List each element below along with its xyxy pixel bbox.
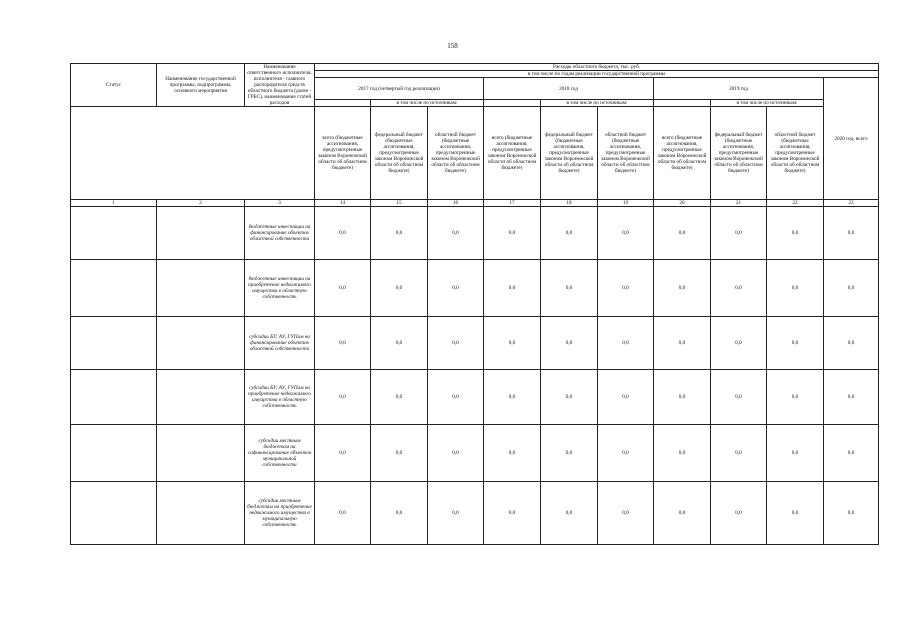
column-number: 18 <box>541 200 598 207</box>
header-including-title: в том числе по годам реализации государственной программы <box>315 71 879 78</box>
status-cell <box>71 207 157 260</box>
table-row <box>71 260 879 317</box>
value-cell: 0,0 <box>654 317 711 370</box>
page-number: 158 <box>447 42 458 50</box>
row-label: субсидии БУ, АУ, ГУПам на финансирование объектов областной собственности <box>245 317 315 370</box>
value-cell: 0,0 <box>824 482 879 545</box>
column-number: 16 <box>428 200 484 207</box>
value-cell: 0,0 <box>824 425 879 482</box>
value-cell: 0,0 <box>428 370 484 425</box>
value-cell: 0,0 <box>711 260 767 317</box>
column-number: 17 <box>484 200 541 207</box>
value-cell: 0,0 <box>824 370 879 425</box>
status-cell <box>71 425 157 482</box>
value-cell: 0,0 <box>484 370 541 425</box>
value-cell: 0,0 <box>654 260 711 317</box>
data-rows <box>71 207 879 545</box>
column-number: 20 <box>654 200 711 207</box>
value-cell: 0,0 <box>711 482 767 545</box>
value-cell: 0,0 <box>767 482 824 545</box>
column-number: 1 <box>71 200 157 207</box>
column-number: 22 <box>767 200 824 207</box>
header-2020-total: 2020 год, всего <box>824 78 879 200</box>
header-federal-2018: федеральный бюджет (бюджетные ассигнования, предусмотренные законом Воронежской области об областном бюджете) <box>541 107 598 200</box>
status-cell <box>71 482 157 545</box>
column-number: 23 <box>824 200 879 207</box>
value-cell: 0,0 <box>598 317 654 370</box>
value-cell: 0,0 <box>824 317 879 370</box>
value-cell: 0,0 <box>371 370 428 425</box>
table-row <box>71 207 879 260</box>
column-number: 15 <box>371 200 428 207</box>
program-cell <box>157 370 245 425</box>
value-cell: 0,0 <box>315 260 371 317</box>
value-cell: 0,0 <box>541 370 598 425</box>
value-cell: 0,0 <box>371 425 428 482</box>
value-cell: 0,0 <box>315 370 371 425</box>
header-year-2017: 2017 год (четвертый год реализации) <box>315 78 484 100</box>
value-cell: 0,0 <box>598 482 654 545</box>
value-cell: 0,0 <box>654 207 711 260</box>
value-cell: 0,0 <box>767 317 824 370</box>
table-row <box>71 425 879 482</box>
value-cell: 0,0 <box>598 425 654 482</box>
value-cell: 0,0 <box>428 207 484 260</box>
value-cell: 0,0 <box>541 260 598 317</box>
header-regional-2018: областной бюджет (бюджетные ассигнования, предусмотренные законом Воронежской области об областном бюджете) <box>598 107 654 200</box>
value-cell: 0,0 <box>428 425 484 482</box>
header-sources-2017: в том числе по источникам: <box>371 100 484 107</box>
column-number: 2 <box>157 200 245 207</box>
table-row <box>71 370 879 425</box>
value-cell: 0,0 <box>484 260 541 317</box>
table-row <box>71 482 879 545</box>
row-label: бюджетные инвестиции на финансирование объектов областной собственности <box>245 207 315 260</box>
header-sources-2019: в том числе по источникам: <box>711 100 824 107</box>
row-label: субсидии местным бюджетам на приобретение недвижимого имущества в муниципальную собственность <box>245 482 315 545</box>
value-cell: 0,0 <box>541 425 598 482</box>
program-cell <box>157 425 245 482</box>
budget-table <box>70 63 879 545</box>
value-cell: 0,0 <box>541 207 598 260</box>
header-expenses-title: Расходы областного бюджета, тыс. руб. <box>315 64 879 71</box>
value-cell: 0,0 <box>315 207 371 260</box>
value-cell: 0,0 <box>541 482 598 545</box>
value-cell: 0,0 <box>315 317 371 370</box>
table-row <box>71 317 879 370</box>
header-status: Статус <box>71 64 157 107</box>
value-cell: 0,0 <box>371 207 428 260</box>
column-number: 14 <box>315 200 371 207</box>
value-cell: 0,0 <box>654 370 711 425</box>
header-regional-2019: областной бюджет (бюджетные ассигнования, предусмотренные законом Воронежской области об областном бюджете) <box>767 107 824 200</box>
row-label: бюджетные инвестиции на приобретение недвижимого имущества в областную собственность <box>245 260 315 317</box>
value-cell: 0,0 <box>484 482 541 545</box>
value-cell: 0,0 <box>428 317 484 370</box>
header-year-2018: 2018 год <box>484 78 654 100</box>
status-cell <box>71 260 157 317</box>
value-cell: 0,0 <box>711 425 767 482</box>
column-number: 21 <box>711 200 767 207</box>
value-cell: 0,0 <box>371 317 428 370</box>
value-cell: 0,0 <box>371 260 428 317</box>
value-cell: 0,0 <box>767 207 824 260</box>
header-federal-2017: федеральный бюджет (бюджетные ассигнования, предусмотренные законом Воронежской области об областном бюджете) <box>371 107 428 200</box>
value-cell: 0,0 <box>315 482 371 545</box>
value-cell: 0,0 <box>767 425 824 482</box>
column-number-row <box>71 200 879 207</box>
column-number: 3 <box>245 200 315 207</box>
value-cell: 0,0 <box>428 260 484 317</box>
status-cell <box>71 370 157 425</box>
value-cell: 0,0 <box>824 207 879 260</box>
header-federal-2019: федеральный бюджет (бюджетные ассигнования, предусмотренные законом Воронежской области об областном бюджете) <box>711 107 767 200</box>
header-sources-2018: в том числе по источникам: <box>541 100 654 107</box>
value-cell: 0,0 <box>371 482 428 545</box>
header-year-2019: 2019 год <box>654 78 824 100</box>
header-total-2017: всего (бюджетные ассигнования, предусмотренные законом Воронежской области об областном бюджете) <box>315 107 371 200</box>
value-cell: 0,0 <box>428 482 484 545</box>
value-cell: 0,0 <box>598 260 654 317</box>
value-cell: 0,0 <box>711 207 767 260</box>
value-cell: 0,0 <box>541 317 598 370</box>
value-cell: 0,0 <box>598 207 654 260</box>
row-label: субсидии БУ, АУ, ГУПам на приобретение недвижимого имущества в областную собственность <box>245 370 315 425</box>
value-cell: 0,0 <box>654 425 711 482</box>
header-total-2019: всего (бюджетные ассигнования, предусмотренные законом Воронежской области об областном бюджете) <box>654 107 711 200</box>
value-cell: 0,0 <box>315 425 371 482</box>
value-cell: 0,0 <box>711 370 767 425</box>
program-cell <box>157 482 245 545</box>
value-cell: 0,0 <box>484 425 541 482</box>
value-cell: 0,0 <box>598 370 654 425</box>
value-cell: 0,0 <box>654 482 711 545</box>
value-cell: 0,0 <box>484 207 541 260</box>
program-cell <box>157 207 245 260</box>
header-program: Наименование государственной программы, подпрограммы, основного мероприятия <box>157 64 245 107</box>
header-regional-2017: областной бюджет (бюджетные ассигнования, предусмотренные законом Воронежской области об областном бюджете) <box>428 107 484 200</box>
value-cell: 0,0 <box>711 317 767 370</box>
value-cell: 0,0 <box>767 260 824 317</box>
value-cell: 0,0 <box>767 370 824 425</box>
header-total-2018: всего (бюджетные ассигнования, предусмотренные законом Воронежской области об областном бюджете) <box>484 107 541 200</box>
row-label: субсидии местным бюджетам на софинансирование объектов муниципальной собственности <box>245 425 315 482</box>
value-cell: 0,0 <box>484 317 541 370</box>
status-cell <box>71 317 157 370</box>
value-cell: 0,0 <box>824 260 879 317</box>
program-cell <box>157 260 245 317</box>
program-cell <box>157 317 245 370</box>
column-number: 19 <box>598 200 654 207</box>
header-executor: Наименование ответственного исполнителя, исполнителя - главного распорядителя средств областного бюджета (далее - ГРБС), наименование статей расходов <box>245 64 315 107</box>
